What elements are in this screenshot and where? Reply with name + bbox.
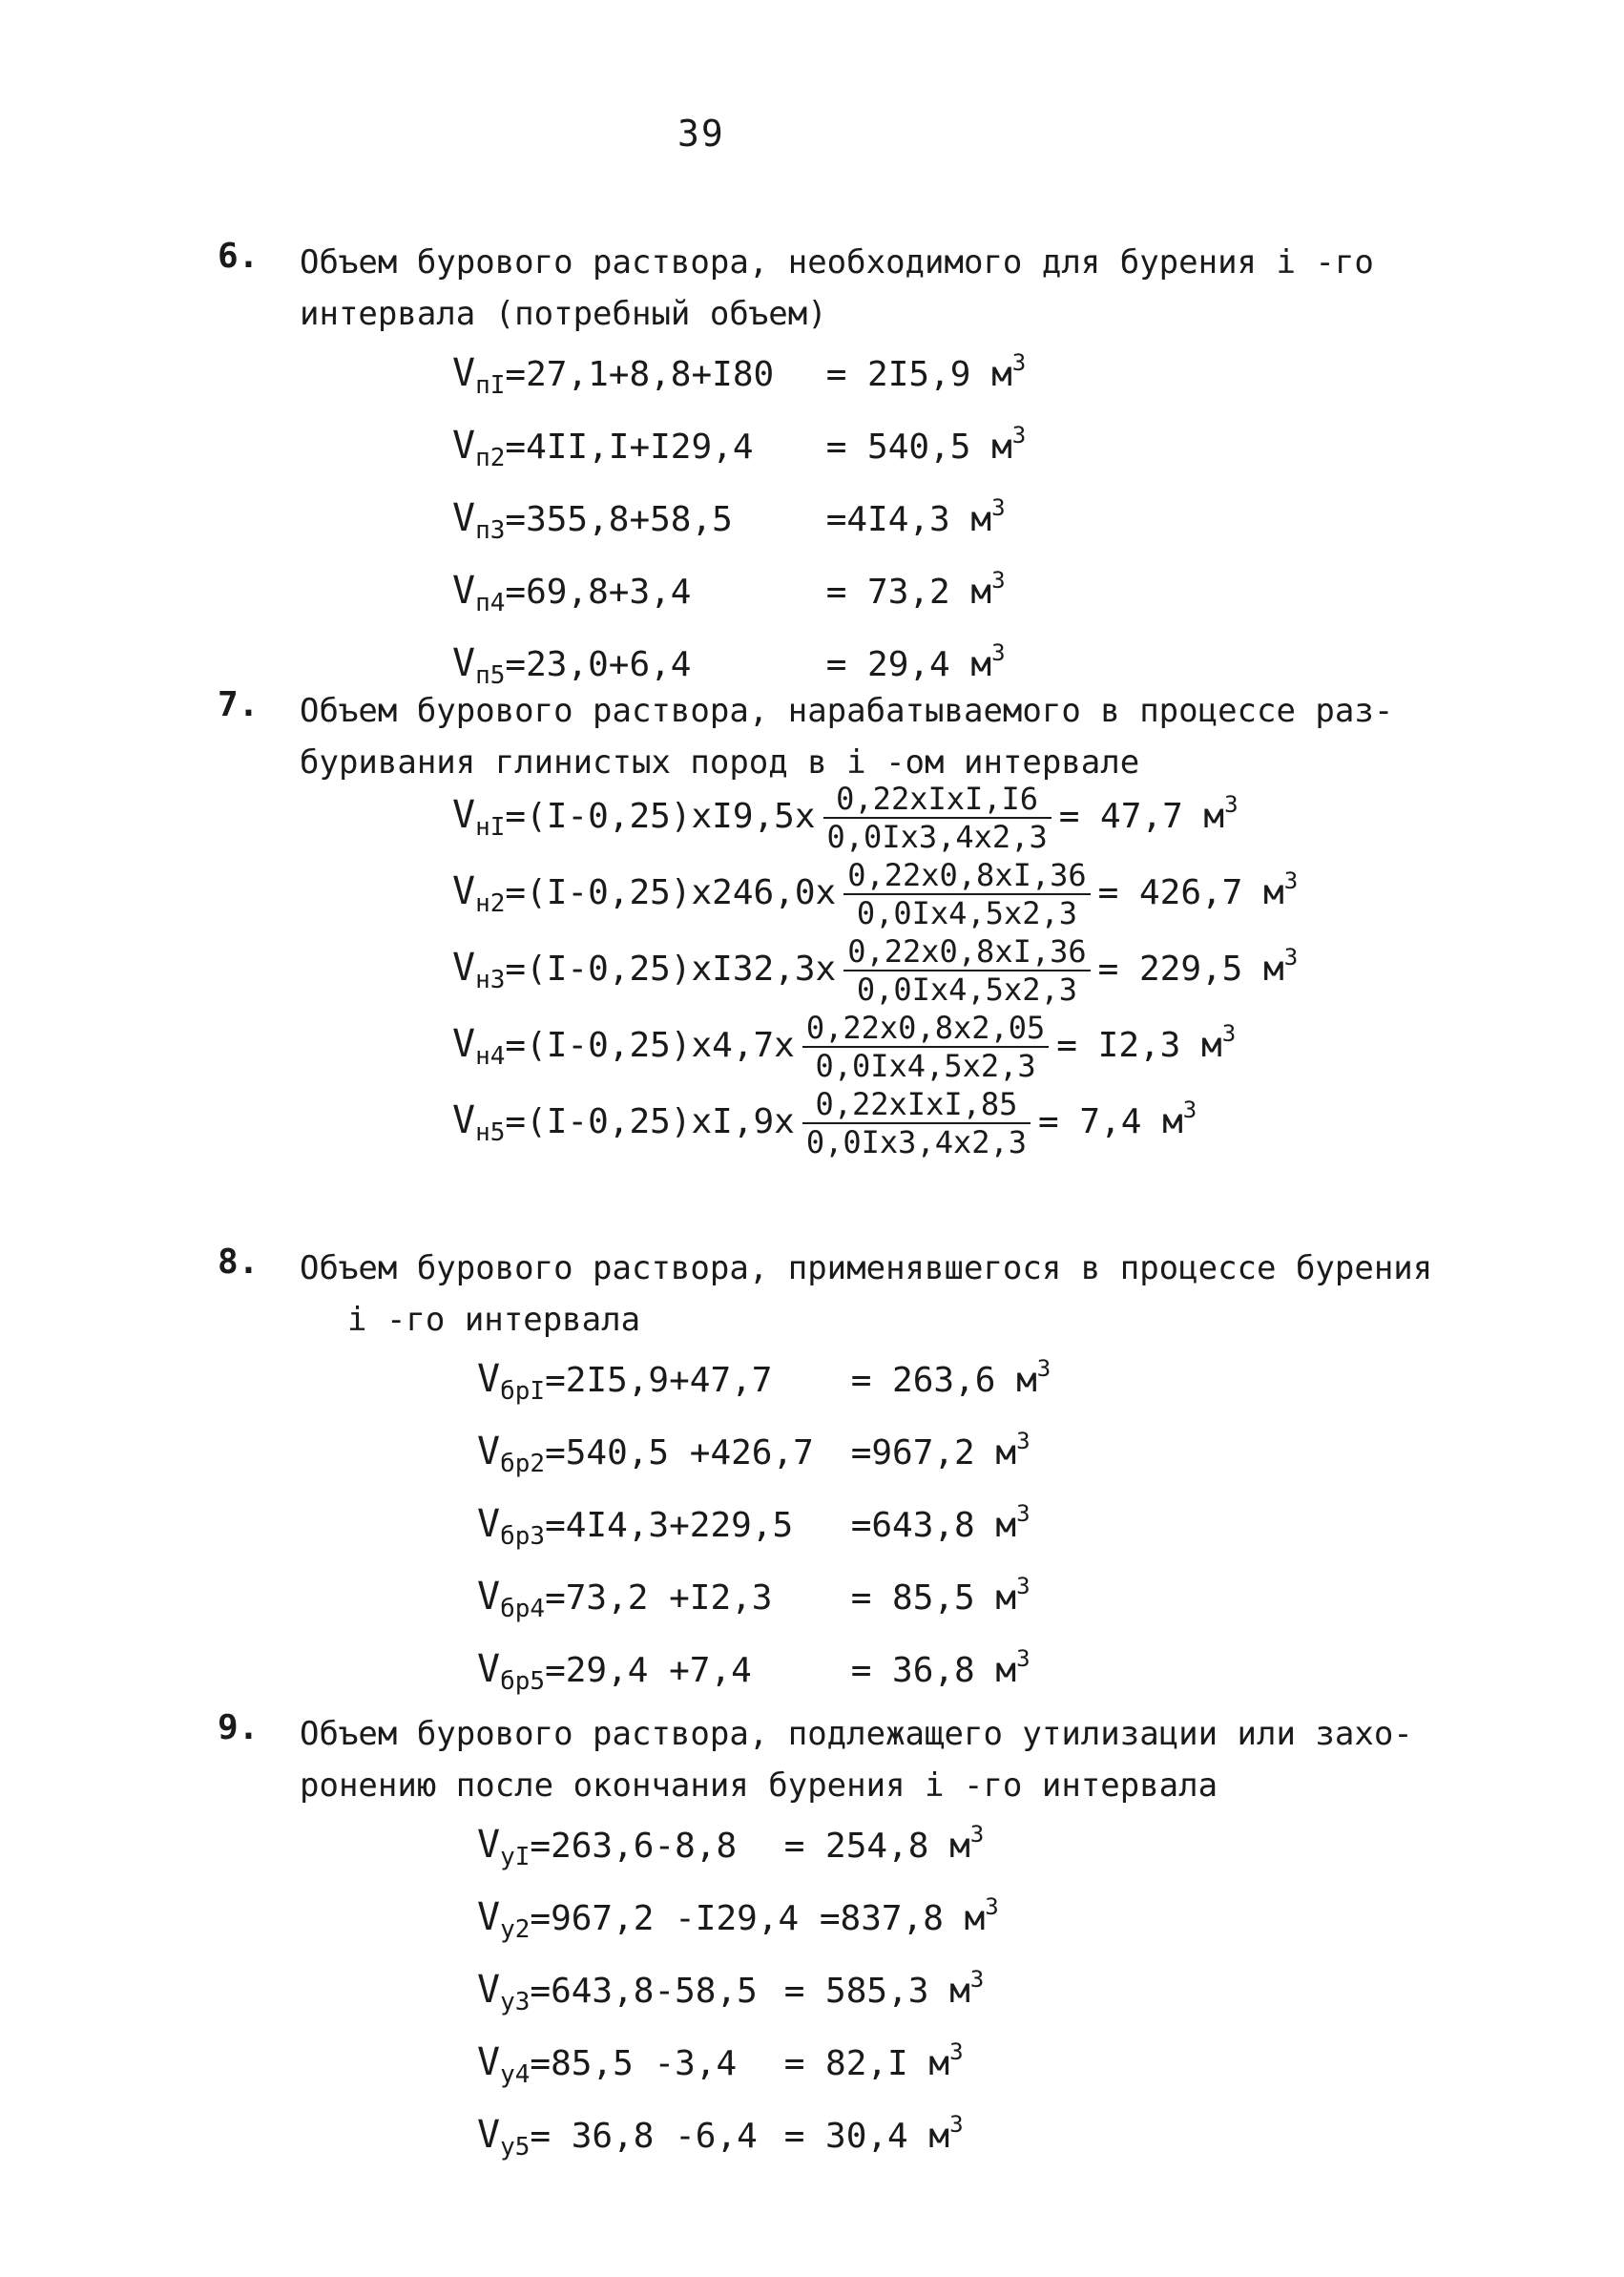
equation	[477, 1821, 999, 1893]
equation	[452, 349, 1026, 422]
equation-result: = 540,5 м	[825, 428, 1012, 467]
variable-symbol: V	[452, 1022, 476, 1066]
unit-superscript: 3	[949, 2038, 964, 2065]
fraction-equation	[452, 933, 1298, 1010]
heading-line-2: интервала (потребный объем)	[300, 295, 827, 333]
fraction-denominator: 0,0Ix3,4x2,3	[826, 819, 1048, 855]
equation-result: =837,8 м	[819, 1899, 986, 1938]
equation-result: =643,8 м	[850, 1506, 1017, 1545]
variable-subscript: п5	[475, 661, 506, 690]
equation	[477, 1966, 999, 2038]
equation-expression: =355,8+58,5	[505, 500, 733, 539]
equation-expression: =540,5 +426,7	[545, 1433, 814, 1473]
equation-expression: =(I-0,25)xI9,5x	[505, 797, 816, 836]
unit-superscript: 3	[969, 1821, 985, 1848]
variable-subscript: н5	[475, 1118, 506, 1147]
fraction-numerator: 0,22xIxI,I6	[823, 781, 1051, 819]
variable-symbol: V	[452, 351, 476, 395]
equation-result: = 7,4 м	[1038, 1102, 1183, 1141]
equation-result: =967,2 м	[850, 1433, 1017, 1473]
heading-line-1: Объем бурового раствора, нарабатываемого в процессе раз-	[300, 692, 1394, 730]
unit-superscript: 3	[949, 2111, 964, 2138]
variable-subscript: у3	[500, 1988, 531, 2016]
section-number: 7.	[218, 685, 260, 724]
equation	[452, 494, 1026, 567]
fraction-denominator: 0,0Ix4,5x2,3	[815, 1048, 1036, 1084]
fraction	[823, 781, 1051, 855]
variable-symbol: V	[477, 2113, 501, 2157]
equation-result: = 2I5,9 м	[825, 355, 1012, 394]
unit-superscript: 3	[1011, 349, 1027, 376]
equation-result: = 47,7 м	[1058, 797, 1225, 836]
variable-subscript: у5	[500, 2133, 531, 2162]
fraction-numerator: 0,22x0,8xI,36	[843, 933, 1090, 971]
equation	[477, 1428, 1051, 1500]
equation	[477, 1355, 1051, 1428]
variable-subscript: у2	[500, 1915, 531, 1944]
equation-expression: =4I4,3+229,5	[545, 1506, 794, 1545]
equation-expression: =4II,I+I29,4	[505, 428, 754, 467]
section-heading	[300, 237, 1445, 340]
section-7	[218, 685, 1448, 1220]
variable-subscript: бр4	[500, 1595, 546, 1623]
unit-superscript: 3	[969, 1966, 985, 1993]
variable-subscript: у4	[500, 2060, 531, 2089]
equation-expression: =(I-0,25)x246,0x	[505, 873, 837, 912]
fraction-numerator: 0,22x0,8x2,05	[802, 1010, 1049, 1048]
fraction-equation	[452, 781, 1298, 857]
variable-symbol: V	[452, 569, 476, 613]
unit-superscript: 3	[1016, 1500, 1031, 1527]
unit-superscript: 3	[1221, 1020, 1237, 1047]
equation-result: = 426,7 м	[1097, 873, 1284, 912]
section-number: 8.	[218, 1243, 260, 1282]
equation	[452, 567, 1026, 639]
equation-result: = 263,6 м	[850, 1361, 1037, 1400]
fraction-denominator: 0,0Ix3,4x2,3	[805, 1124, 1028, 1160]
equation-expression: =643,8-58,5	[530, 1972, 758, 2011]
equation	[477, 2111, 999, 2183]
heading-line-1: Объем бурового раствора, применявшегося в процессе бурения	[300, 1249, 1433, 1287]
equation-result: =4I4,3 м	[825, 500, 992, 539]
variable-subscript: н3	[475, 966, 506, 994]
unit-superscript: 3	[991, 639, 1006, 666]
equation-result: = 36,8 м	[850, 1651, 1017, 1690]
variable-symbol: V	[452, 793, 476, 837]
fraction	[802, 1086, 1031, 1160]
unit-superscript: 3	[991, 494, 1006, 521]
variable-subscript: нI	[475, 813, 506, 842]
equation-result: = 585,3 м	[783, 1972, 970, 2011]
equation-list	[452, 781, 1298, 1162]
equation-result: = 254,8 м	[783, 1827, 970, 1866]
fraction-equation	[452, 1086, 1298, 1162]
fraction	[843, 857, 1090, 931]
equation	[477, 1573, 1051, 1645]
variable-subscript: н4	[475, 1042, 506, 1071]
variable-symbol: V	[477, 1357, 501, 1401]
variable-subscript: п3	[475, 516, 506, 545]
variable-symbol: V	[452, 641, 476, 685]
equation-expression: =73,2 +I2,3	[545, 1578, 773, 1618]
equation-expression: =69,8+3,4	[505, 573, 692, 612]
unit-superscript: 3	[1016, 1645, 1031, 1672]
equation-list	[477, 1355, 1051, 1718]
equation	[477, 2038, 999, 2111]
unit-superscript: 3	[1011, 422, 1027, 449]
equation	[452, 422, 1026, 494]
equation-expression: =263,6-8,8	[530, 1827, 738, 1866]
fraction-denominator: 0,0Ix4,5x2,3	[856, 895, 1077, 931]
section-9	[218, 1708, 1448, 2162]
section-heading	[300, 1708, 1445, 1811]
variable-symbol: V	[477, 1502, 501, 1546]
fraction	[843, 933, 1090, 1008]
variable-symbol: V	[477, 1430, 501, 1473]
section-6	[218, 237, 1448, 690]
equation-expression: =(I-0,25)x4,7x	[505, 1026, 795, 1065]
section-heading	[300, 685, 1445, 788]
equation-expression: =85,5 -3,4	[530, 2044, 738, 2083]
variable-subscript: бр3	[500, 1522, 546, 1551]
equation-result: = 229,5 м	[1097, 950, 1284, 989]
equation-result: = 85,5 м	[850, 1578, 1017, 1618]
variable-subscript: уI	[500, 1843, 531, 1871]
fraction	[802, 1010, 1049, 1084]
equation	[477, 1645, 1051, 1718]
unit-superscript: 3	[1036, 1355, 1051, 1382]
variable-symbol: V	[477, 1895, 501, 1939]
equation-expression: =2I5,9+47,7	[545, 1361, 773, 1400]
heading-line-2: буривания глинистых пород в i -ом интервале	[300, 743, 1140, 782]
fraction-denominator: 0,0Ix4,5x2,3	[856, 971, 1077, 1008]
equation-expression: =(I-0,25)xI,9x	[505, 1102, 795, 1141]
variable-symbol: V	[452, 496, 476, 540]
variable-subscript: бр2	[500, 1450, 546, 1478]
heading-line-1: Объем бурового раствора, необходимого для бурения i -го	[300, 243, 1374, 282]
section-number: 6.	[218, 237, 260, 276]
unit-superscript: 3	[1182, 1097, 1197, 1123]
unit-superscript: 3	[1016, 1428, 1031, 1454]
unit-superscript: 3	[1283, 944, 1299, 971]
variable-symbol: V	[477, 2040, 501, 2084]
fraction-numerator: 0,22xIxI,85	[802, 1086, 1031, 1124]
equation-expression: =27,1+8,8+I80	[505, 355, 775, 394]
equation	[477, 1893, 999, 1966]
section-8	[218, 1243, 1448, 1696]
unit-superscript: 3	[1283, 867, 1299, 894]
heading-line-1: Объем бурового раствора, подлежащего утилизации или захо-	[300, 1715, 1413, 1753]
equation-result: = I2,3 м	[1056, 1026, 1222, 1065]
variable-symbol: V	[452, 869, 476, 913]
fraction-equation	[452, 1010, 1298, 1086]
variable-subscript: п4	[475, 589, 506, 617]
equation-result: = 73,2 м	[825, 573, 992, 612]
variable-symbol: V	[452, 424, 476, 468]
equation-result: = 82,I м	[783, 2044, 950, 2083]
variable-subscript: брI	[500, 1377, 546, 1406]
variable-symbol: V	[477, 1968, 501, 2012]
unit-superscript: 3	[1224, 791, 1239, 818]
equation-list	[477, 1821, 999, 2183]
equation-expression: =29,4 +7,4	[545, 1651, 752, 1690]
fraction-equation	[452, 857, 1298, 933]
section-number: 9.	[218, 1708, 260, 1747]
equation-expression: =23,0+6,4	[505, 645, 692, 684]
variable-symbol: V	[452, 1098, 476, 1142]
variable-symbol: V	[477, 1823, 501, 1867]
variable-symbol: V	[477, 1575, 501, 1619]
equation-list	[452, 349, 1026, 712]
equation-result: = 29,4 м	[825, 645, 992, 684]
equation	[477, 1500, 1051, 1573]
equation-expression: = 36,8 -6,4	[530, 2117, 758, 2156]
fraction-numerator: 0,22x0,8xI,36	[843, 857, 1090, 895]
variable-subscript: бр5	[500, 1667, 546, 1696]
equation-expression: =967,2 -I29,4	[530, 1899, 800, 1938]
equation-result: = 30,4 м	[783, 2117, 950, 2156]
variable-symbol: V	[477, 1647, 501, 1691]
variable-symbol: V	[452, 946, 476, 990]
variable-subscript: пI	[475, 371, 506, 400]
unit-superscript: 3	[1016, 1573, 1031, 1599]
variable-subscript: п2	[475, 444, 506, 472]
heading-line-2: ронению после окончания бурения i -го интервала	[300, 1766, 1218, 1805]
variable-subscript: н2	[475, 889, 506, 918]
section-heading	[300, 1243, 1445, 1346]
unit-superscript: 3	[991, 567, 1006, 594]
heading-line-2: i -го интервала	[347, 1301, 641, 1339]
page-number: 39	[677, 113, 725, 155]
equation-expression: =(I-0,25)xI32,3x	[505, 950, 837, 989]
unit-superscript: 3	[985, 1893, 999, 1920]
